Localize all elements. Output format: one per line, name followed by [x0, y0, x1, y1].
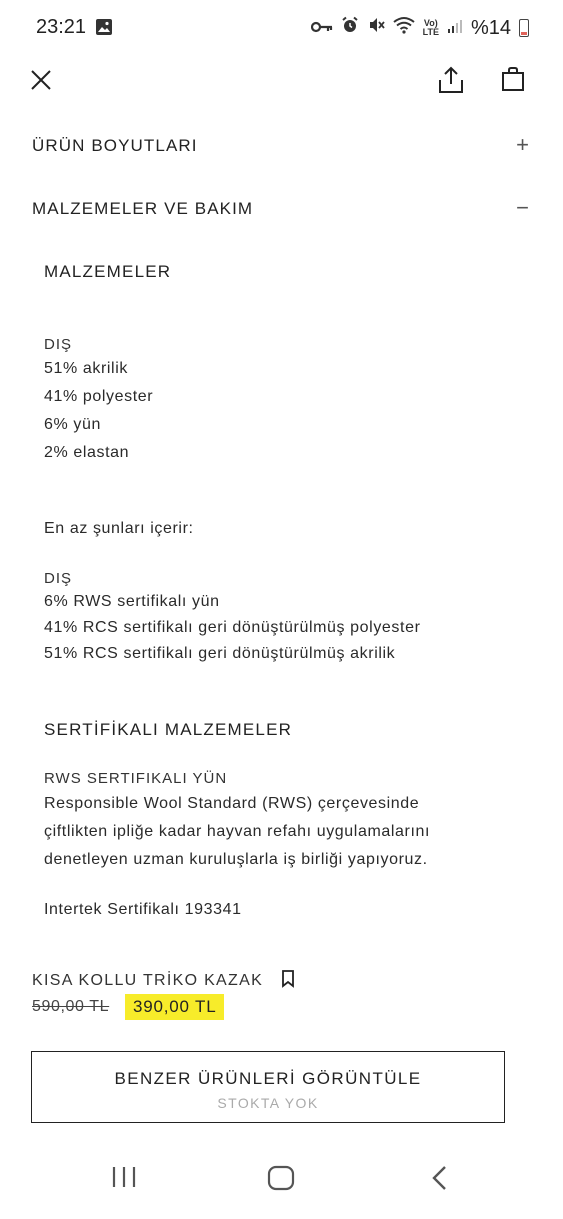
product-name: KISA KOLLU TRİKO KAZAK: [32, 972, 264, 989]
bookmark-button[interactable]: [281, 970, 295, 991]
contains-outer-label: DIŞ: [44, 570, 73, 587]
contains-list: [44, 589, 421, 667]
materials-heading: MALZEMELER: [44, 262, 172, 281]
rws-text-line: denetleyen uzman kuruluşlarla iş birliği yapıyoruz.: [44, 851, 428, 868]
shopping-bag-icon: [501, 66, 525, 92]
composition-item: 51% akrilik: [44, 360, 128, 377]
rws-description: [44, 790, 430, 874]
stock-status: STOKTA YOK: [217, 1095, 319, 1111]
materials-title: MALZEMELER VE BAKIM: [32, 199, 254, 218]
wifi-icon: [393, 16, 415, 40]
bookmark-icon: [281, 970, 295, 988]
status-time: 23:21: [36, 16, 87, 38]
signal-icon: [447, 17, 463, 40]
dimensions-title: ÜRÜN BOYUTLARI: [32, 136, 198, 155]
home-icon: [267, 1165, 295, 1191]
key-icon: [311, 17, 333, 40]
composition-item: 2% elastan: [44, 444, 130, 461]
close-icon: [30, 69, 52, 91]
rws-text-line: çiftlikten ipliğe kadar hayvan refahı uygulamalarını: [44, 823, 431, 840]
view-similar-label: BENZER ÜRÜNLERİ GÖRÜNTÜLE: [114, 1069, 422, 1088]
rws-text-line: Responsible Wool Standard (RWS) çerçevesinde: [44, 795, 420, 812]
contains-intro: En az şunları içerir:: [44, 520, 194, 537]
status-icons: [311, 16, 529, 40]
collapse-icon: −: [516, 195, 529, 220]
share-button[interactable]: [438, 66, 464, 97]
back-icon: [430, 1165, 448, 1191]
certified-heading: SERTİFİKALI MALZEMELER: [44, 720, 293, 739]
certificate-text: Intertek Sertifikalı 193341: [44, 901, 242, 918]
rws-label: RWS SERTIFIKALI YÜN: [44, 770, 228, 787]
composition-item: 41% polyester: [44, 388, 154, 405]
new-price: 390,00 TL: [125, 994, 224, 1020]
alarm-icon: [341, 16, 359, 40]
network-label: LTE: [422, 27, 439, 37]
recent-apps-button[interactable]: [111, 1165, 137, 1192]
expand-icon: +: [516, 132, 529, 157]
bag-button[interactable]: [501, 66, 525, 95]
home-button[interactable]: [267, 1165, 295, 1194]
close-button[interactable]: [30, 69, 52, 94]
contains-item: 6% RWS sertifikalı yün: [44, 593, 220, 610]
view-similar-button[interactable]: [31, 1051, 505, 1123]
battery-icon: [519, 19, 529, 37]
old-price: 590,00 TL: [32, 998, 110, 1015]
outer-label: DIŞ: [44, 336, 73, 353]
gallery-icon: [95, 18, 113, 41]
composition-item: 6% yün: [44, 416, 101, 433]
battery-percent: %14: [470, 16, 511, 39]
share-icon: [438, 66, 464, 94]
recent-apps-icon: [111, 1165, 137, 1189]
composition-list: [44, 355, 153, 467]
contains-item: 51% RCS sertifikalı geri dönüştürülmüş akrilik: [44, 645, 396, 662]
mute-icon: [367, 16, 385, 40]
contains-item: 41% RCS sertifikalı geri dönüştürülmüş polyester: [44, 619, 421, 636]
volte-icon: Vo) LTE: [422, 18, 439, 37]
materials-accordion[interactable]: [32, 197, 532, 221]
back-button[interactable]: [430, 1165, 448, 1194]
dimensions-accordion[interactable]: [32, 134, 532, 158]
